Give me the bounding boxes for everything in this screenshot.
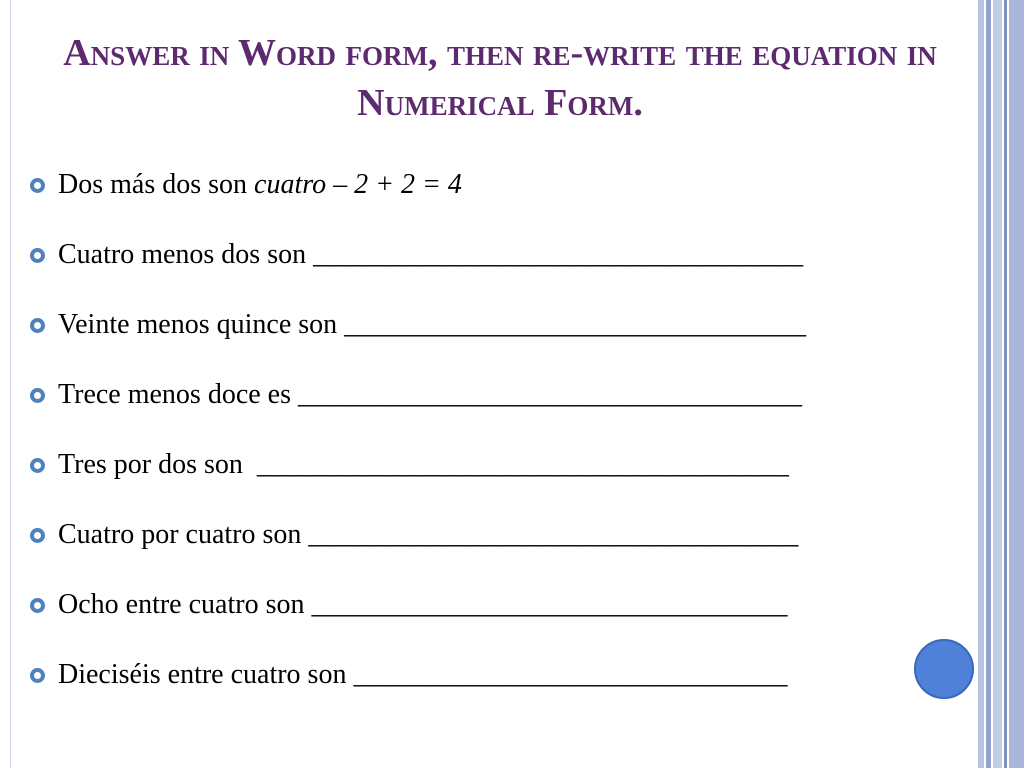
list-item xyxy=(30,430,806,500)
item-text: Cuatro menos dos son ___________________________________ xyxy=(58,239,804,270)
item-text: Tres por dos son ______________________________________ xyxy=(58,449,789,480)
item-text: Dos más dos son xyxy=(58,169,255,200)
item-text: Dieciséis entre cuatro son _______________________________ xyxy=(58,659,788,690)
ring-bullet-icon xyxy=(30,598,45,613)
ring-bullet-icon xyxy=(30,388,45,403)
item-text: Trece menos doce es ____________________________________ xyxy=(58,379,803,410)
list-item xyxy=(30,220,806,290)
ring-bullet-icon xyxy=(30,668,45,683)
right-decorative-stripes xyxy=(978,0,1024,768)
item-text: Cuatro por cuatro son ___________________________________ xyxy=(58,519,799,550)
list-item xyxy=(30,640,806,710)
circle-button[interactable] xyxy=(914,639,974,699)
list-item xyxy=(30,500,806,570)
item-answer: cuatro – 2 + 2 = 4 xyxy=(254,169,462,200)
slide-title: Answer in Word form, then re-write the equation in Numerical Form. xyxy=(63,32,937,124)
ring-bullet-icon xyxy=(30,248,45,263)
bullet-list xyxy=(30,150,806,710)
item-text: Ocho entre cuatro son __________________________________ xyxy=(58,589,788,620)
list-item xyxy=(30,150,806,220)
left-border-rule xyxy=(10,0,11,768)
list-item xyxy=(30,290,806,360)
list-item xyxy=(30,570,806,640)
ring-bullet-icon xyxy=(30,318,45,333)
item-text: Veinte menos quince son _________________________________ xyxy=(58,309,807,340)
ring-bullet-icon xyxy=(30,528,45,543)
list-item xyxy=(30,360,806,430)
ring-bullet-icon xyxy=(30,178,45,193)
ring-bullet-icon xyxy=(30,458,45,473)
